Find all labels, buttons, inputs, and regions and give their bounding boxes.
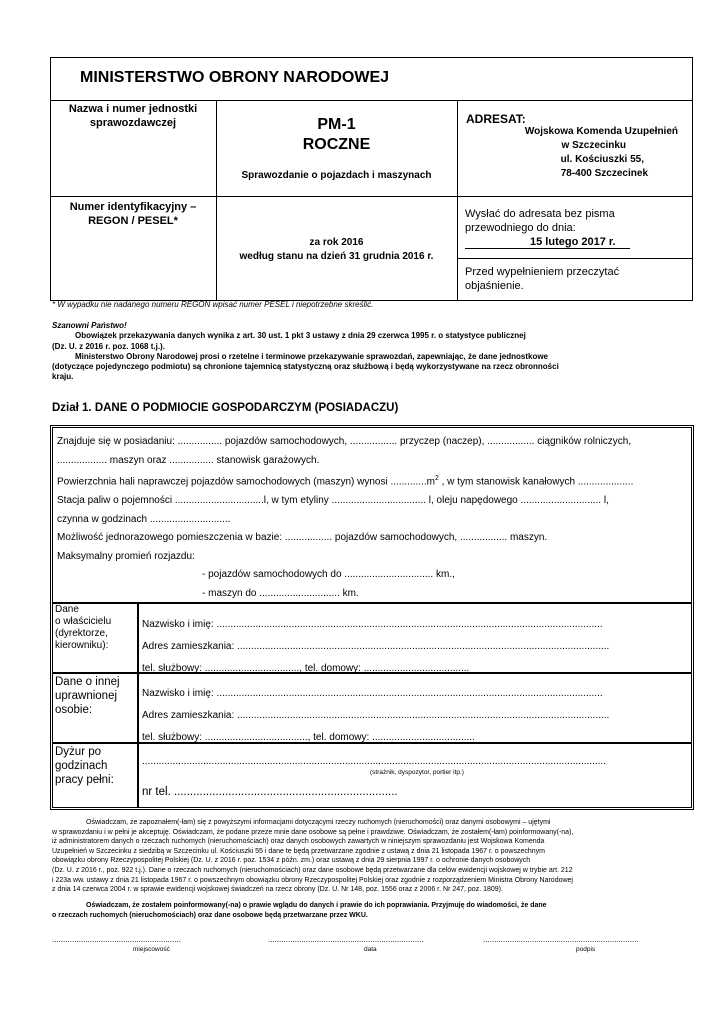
read-instructions	[465, 265, 619, 293]
read-line-2: objaśnienie.	[465, 280, 524, 292]
declaration-bold	[52, 901, 688, 921]
greeting: Szanowni Państwo!	[52, 321, 127, 330]
vehicles-line: Znajduje się w posiadaniu: ................ pojazdów samochodowych, ................. przyczep (naczep), ................. ciągników rolniczych,	[57, 436, 632, 447]
owner-name[interactable]: Nazwisko i imię: ...........................................................................................................................................	[142, 619, 603, 630]
signature-place-dots[interactable]: ..........................................................	[52, 935, 181, 944]
signature-date-dots[interactable]: ......................................................................	[268, 935, 424, 944]
owner-address[interactable]: Adres zamieszkania: ......................................................................................................................................	[142, 641, 610, 652]
form-title: Sprawozdanie o pojazdach i maszynach	[241, 170, 432, 181]
square-sup: 2	[434, 475, 439, 483]
other-label-3: osobie:	[55, 704, 93, 716]
radius-line: Maksymalny promień rozjazdu:	[57, 550, 195, 562]
send-date-underline	[465, 248, 630, 249]
other-fields	[142, 683, 609, 749]
decl-1: Oświadczam, że zapoznałem(-łam) się z powyższymi informacjami dotyczącymi rzeczy ruchomych (nieruchomości) oraz danymi osobowymi – ujętymi	[86, 819, 551, 826]
send-line-2: przewodniego do dnia:	[465, 222, 576, 234]
header-divider-3	[457, 258, 693, 259]
decl-4: Uzupełnień w Szczecinku z siedzibą w Szczecinku ul. Kościuszki 55 i dane te będą przetwarzane zgodnie z ustawą z dnia 21 listopada 1967 r. o powszechnym	[52, 847, 545, 855]
unit-label: Nazwa i numer jednostki sprawozdawczej	[68, 103, 198, 129]
decl-2: w sprawozdaniu i w pełni je akceptuję. Oświadczam, że podane przeze mnie dane osobowe są pełne i prawdziwe. Oświadczam, że zostałem(-łam) poinformowany(-na),	[52, 828, 574, 836]
intro-p1b: (Dz. U. z 2016 r. poz. 1068 t.j.).	[52, 341, 165, 351]
addressee-label: ADRESAT:	[466, 112, 526, 126]
id-label-line-1: Numer identyfikacyjny –	[69, 201, 197, 213]
duty-label-2: godzinach	[55, 760, 108, 772]
capacity-line: Możliwość jednorazowego pomieszczenia w bazie: ................. pojazdów samochodowych, ................. maszyn.	[57, 532, 548, 544]
duty-dots[interactable]: .......................................................................................................................................................................	[142, 756, 606, 767]
form-code: PM-1	[317, 116, 356, 133]
form-period: ROCZNE	[302, 136, 371, 153]
intro	[52, 321, 680, 383]
owner-label	[55, 604, 111, 652]
owner-label-3: (dyrektorze,	[55, 628, 108, 639]
section-fields	[57, 433, 689, 604]
machines-line: .................. maszyn oraz ................ stanowisk garażowych.	[57, 454, 320, 466]
owner-vline	[137, 602, 139, 672]
footnote: * W wypadku nie nadanego numeru REGON wpisać numer PESEL i niepotrzebne skreślić.	[52, 300, 374, 309]
id-label-line-2: REGON / PESEL*	[88, 215, 178, 227]
duty-label	[55, 745, 114, 787]
addressee-line-2: w Szczecinku	[561, 140, 626, 151]
header-divider-1	[50, 100, 693, 101]
state-line: według stanu na dzień 31 grudnia 2016 r.	[239, 251, 434, 262]
header-vline-2	[457, 100, 458, 301]
decl-6: (Dz. U. z 2016 r., poz. 922 t.j.). Dane o rzeczach ruchomych (nieruchomościach) oraz dane osobowe będą przetwarzane dla celów ewidencji wojskowej w trybie art. 212	[52, 866, 573, 874]
other-label	[55, 675, 120, 717]
place-label: miejscowość	[133, 946, 170, 953]
owner-top-line	[53, 602, 691, 604]
read-line-1: Przed wypełnieniem przeczytać	[465, 266, 620, 278]
addressee-block	[470, 125, 678, 181]
addressee-line-3: ul. Kościuszki 55,	[560, 154, 644, 165]
duty-top-line	[53, 742, 691, 744]
fuel-station-line: Stacja paliw o pojemności ................................l, w tym etyliny .................................. l, oleju napędowego ............................. l,	[57, 495, 609, 507]
send-date: 15 lutego 2017 r.	[530, 236, 616, 248]
addressee-line-4: 78-400 Szczecinek	[560, 168, 648, 179]
ministry-title: MINISTERSTWO OBRONY NARODOWEJ	[80, 69, 390, 86]
other-label-1: Dane o innej	[55, 676, 120, 688]
addressee-line-1: Wojskowa Komenda Uzupełnień	[524, 126, 678, 137]
other-phones[interactable]: tel. służbowy: ....................................., tel. domowy: .....................................	[142, 732, 475, 743]
radius-machines-line: - maszyn do ............................. km.	[202, 588, 359, 600]
id-label	[50, 200, 216, 228]
duty-tel[interactable]: nr tel. ......................................................................	[142, 786, 398, 798]
hours-line: czynna w godzinach .............................	[57, 513, 231, 525]
owner-label-4: kierowniku):	[55, 640, 109, 651]
declaration	[52, 818, 688, 895]
repair-hall-line	[57, 470, 689, 492]
intro-p2b: (dotyczące pojedynczego podmiotu) są chronione tajemnicą statystyczną oraz służbową i będą wykorzystywane na rzecz obronności	[52, 362, 559, 372]
sign-label: podpis	[576, 946, 596, 953]
decl-8: z dnia 14 czerwca 2004 r. w sprawie ewidencji wojskowej świadczeń na rzecz obrony (Dz. U. Nr 148, poz. 1556 oraz z 2006 r. Nr 247, poz. 1809).	[52, 886, 503, 894]
repair-hall-text: Powierzchnia hali naprawczej pojazdów samochodowych (maszyn) wynosi .............m	[57, 476, 435, 488]
duty-vline	[137, 742, 139, 807]
header-divider-2	[50, 196, 693, 197]
duty-label-3: pracy pełni:	[55, 774, 114, 786]
report-year	[216, 236, 457, 264]
owner-label-2: o właścicielu	[55, 616, 112, 627]
owner-phones[interactable]: tel. służbowy: .................................., tel. domowy: ......................................	[142, 663, 470, 674]
intro-p1a: Obowiązek przekazywania danych wynika z art. 30 ust. 1 pkt 3 ustawy z dnia 29 czerwca 1995 r. o statystyce publicznej	[75, 331, 526, 341]
signature-sign-dots[interactable]: ......................................................................	[483, 935, 639, 944]
other-top-line	[53, 672, 691, 674]
intro-p2a: Ministerstwo Obrony Narodowej prosi o rzetelne i terminowe przekazywanie sprawozdań, zapewniając, że dane jednostkowe	[75, 351, 549, 361]
year-line: za rok 2016	[309, 237, 364, 248]
other-address[interactable]: Adres zamieszkania: ......................................................................................................................................	[142, 710, 610, 721]
duty-label-1: Dyżur po	[55, 746, 102, 758]
other-vline	[137, 672, 139, 742]
repair-hall-text-2: , w tym stanowisk kanałowych ....................	[438, 476, 634, 488]
decl-5: obowiązku obrony Rzeczypospolitej Polskiej (Dz. U. z 2016 r. poz. 1534 z późn. zm.) oraz ustawą z dnia 29 sierpnia 1997 r. o ochronie danych osobowych	[52, 857, 531, 865]
send-deadline	[465, 207, 687, 249]
intro-p2c: kraju.	[52, 372, 74, 382]
decl-bold-1: Oświadczam, że zostałem poinformowany(-na) o prawie wglądu do danych i prawie do ich poprawiania. Przyjmuję do wiadomości, że dane	[86, 902, 547, 909]
section-title: Dział 1. DANE O PODMIOCIE GOSPODARCZYM (POSIADACZU)	[52, 402, 399, 414]
other-name[interactable]: Nazwisko i imię: ...........................................................................................................................................	[142, 688, 603, 699]
other-label-2: uprawnionej	[55, 690, 118, 702]
owner-label-1: Dane	[55, 604, 79, 615]
send-line-1: Wysłać do adresata bez pisma	[465, 208, 615, 220]
date-label: data	[364, 946, 377, 953]
owner-fields	[142, 614, 609, 680]
radius-vehicles-line: - pojazdów samochodowych do ................................ km.,	[202, 569, 455, 581]
decl-3: iż administratorem danych o rzeczach ruchomych (nieruchomościach) oraz danych osobowych zawartych w niniejszym sprawozdaniu jest Wojskowa Komenda	[52, 838, 545, 846]
decl-bold-2: o rzeczach ruchomych (nieruchomościach) oraz dane osobowe będą przetwarzane przez WKU.	[52, 912, 368, 919]
duty-hint: (strażnik, dyspozytor, portier itp.)	[370, 769, 464, 776]
decl-7: i 223a ww. ustawy z dnia 21 listopada 1967 r. o powszechnym obowiązku obrony Rzeczypospolitej Polskiej oraz zgodnie z rozporządzeniem Ministra Obrony Narodowej	[52, 876, 573, 884]
